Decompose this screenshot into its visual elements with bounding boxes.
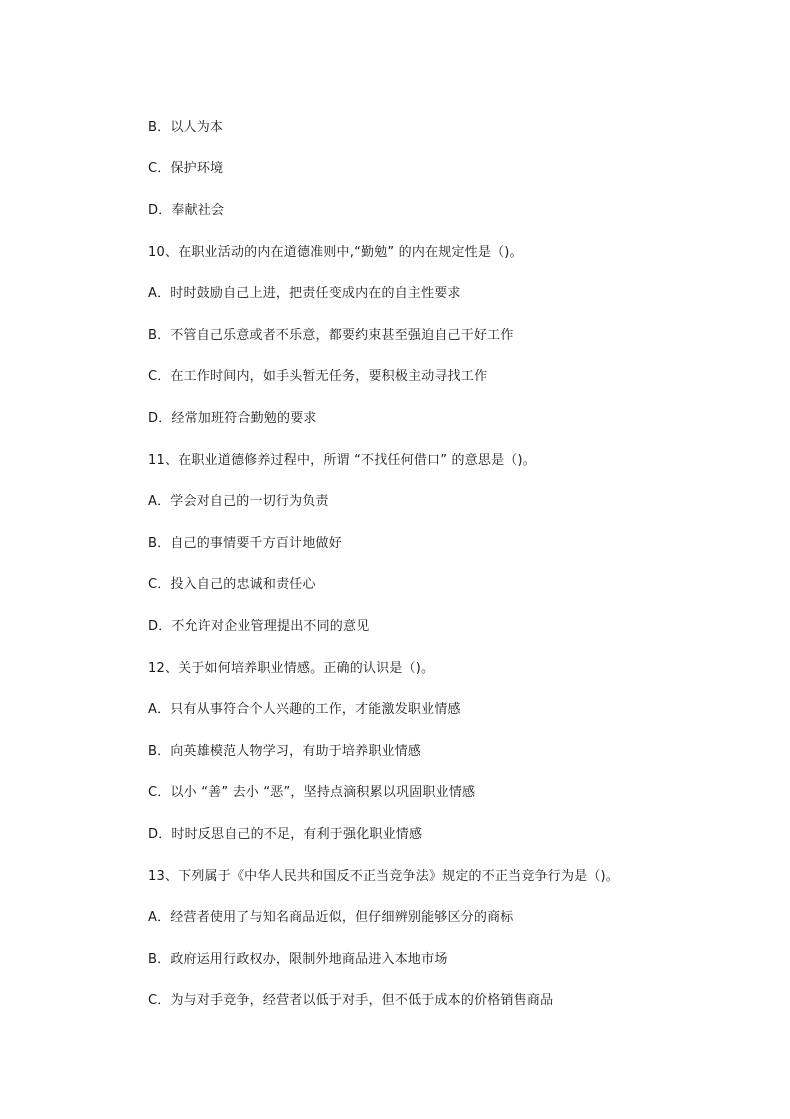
option-c-q10: C．在工作时间内，如手头暂无任务，要积极主动寻找工作 [148,369,488,384]
option-d-q11: D．不允许对企业管理提出不同的意见 [148,619,370,634]
question-12: 12、关于如何培养职业情感。正确的认识是（)。 [148,661,435,676]
option-a-q13: A．经营者使用了与知名商品近似，但仔细辨别能够区分的商标 [148,910,514,925]
question-13: 13、下列属于《中华人民共和国反不正当竞争法》规定的不正当竞争行为是（)。 [148,869,620,884]
option-a-q10: A．时时鼓励自己上进，把责任变成内在的自主性要求 [148,286,461,301]
option-b-q11: B．自己的事情要千方百计地做好 [148,536,342,551]
option-d-q9: D．奉献社会 [148,203,225,218]
option-c-q11: C．投入自己的忠诚和责任心 [148,577,316,592]
option-c-q9: C．保护环境 [148,161,224,176]
option-a-q12: A．只有从事符合个人兴趣的工作，才能激发职业情感 [148,702,461,717]
question-10: 10、在职业活动的内在道德准则中,“勤勉” 的内在规定性是（)。 [148,245,523,260]
option-b-q13: B．政府运用行政权办，限制外地商品进入本地市场 [148,952,448,967]
option-c-q12: C．以小 “善” 去小 “恶”，坚持点滴积累以巩固职业情感 [148,785,476,800]
option-b-q9: B．以人为本 [148,120,224,135]
option-b-q12: B．向英雄模范人物学习，有助于培养职业情感 [148,744,422,759]
option-d-q10: D．经常加班符合勤勉的要求 [148,411,317,426]
option-d-q12: D．时时反思自己的不足，有利于强化职业情感 [148,827,423,842]
option-a-q11: A．学会对自己的一切行为负责 [148,494,329,509]
question-11: 11、在职业道德修养过程中，所谓 “不找任何借口” 的意思是（)。 [148,453,536,468]
option-b-q10: B．不管自己乐意或者不乐意，都要约束甚至强迫自己干好工作 [148,328,514,343]
option-c-q13: C．为与对手竞争，经营者以低于对手，但不低于成本的价格销售商品 [148,993,554,1008]
